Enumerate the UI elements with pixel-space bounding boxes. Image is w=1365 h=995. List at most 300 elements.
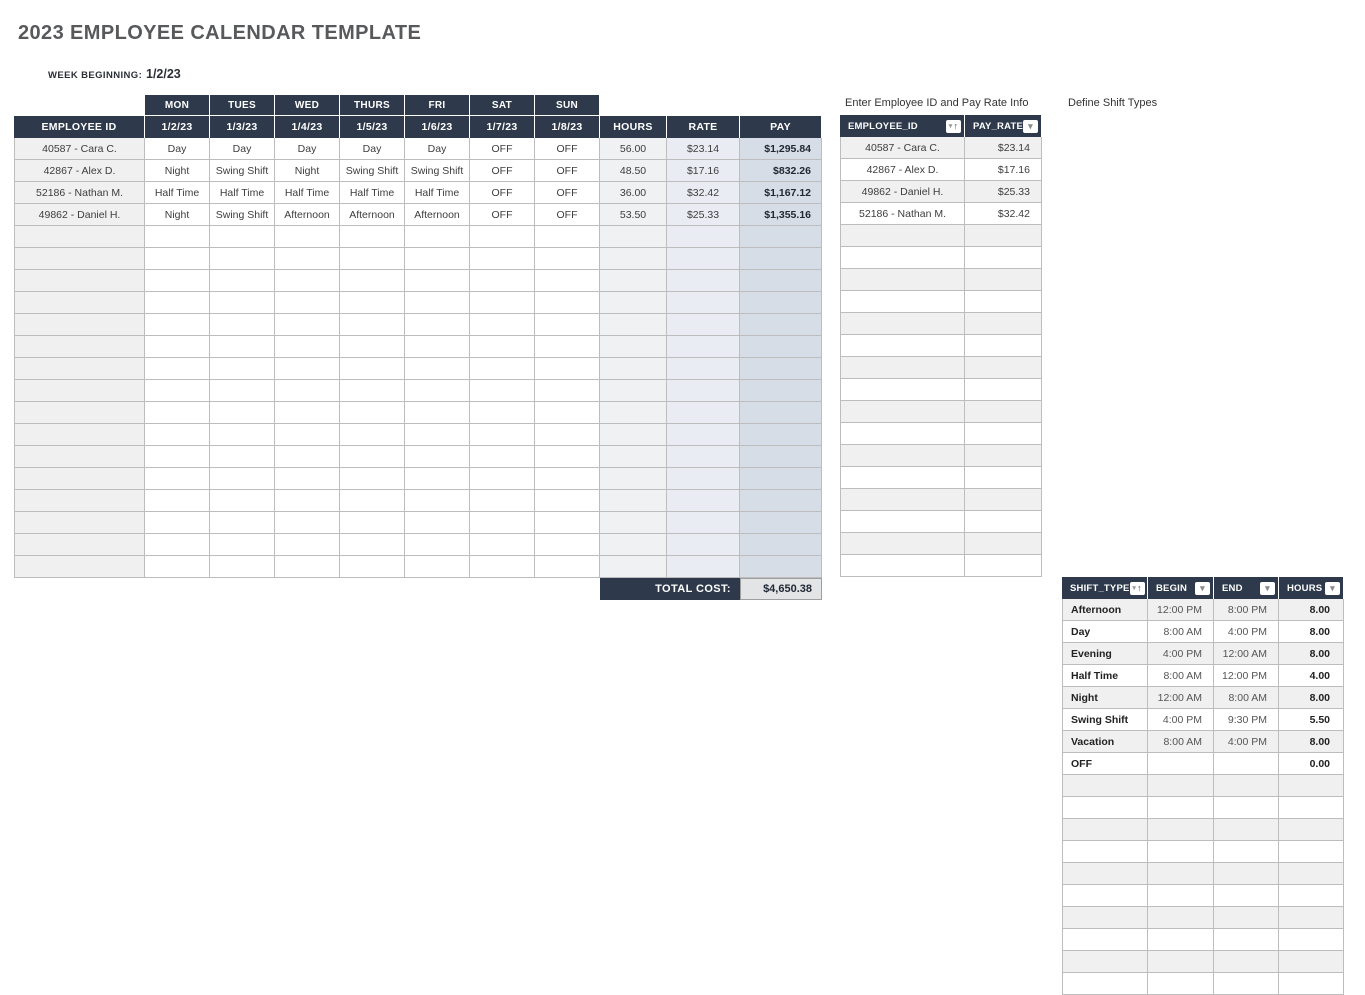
shift-cell[interactable] <box>210 468 275 490</box>
day-header-cell[interactable]: SUN <box>535 95 600 116</box>
begin-cell[interactable] <box>1148 797 1214 819</box>
shift-type-cell[interactable] <box>1062 819 1148 841</box>
day-header-cell[interactable]: THURS <box>340 95 405 116</box>
shift-cell[interactable] <box>405 556 470 578</box>
shift-cell[interactable] <box>275 248 340 270</box>
begin-cell[interactable]: 8:00 AM <box>1148 731 1214 753</box>
pay-rate-cell[interactable] <box>965 467 1042 489</box>
pay-rate-cell[interactable]: $23.14 <box>965 137 1042 159</box>
employee-id-cell[interactable]: 40587 - Cara C. <box>840 137 965 159</box>
hours-cell[interactable] <box>1279 885 1344 907</box>
shift-cell[interactable] <box>405 292 470 314</box>
pay-cell[interactable]: $832.26 <box>740 160 822 182</box>
hours-cell[interactable] <box>600 424 667 446</box>
employee-id-cell[interactable] <box>14 424 145 446</box>
pay-cell[interactable] <box>740 314 822 336</box>
total-cost-value[interactable]: $4,650.38 <box>740 578 822 600</box>
employee-id-column-header[interactable]: EMPLOYEE_ID ▾ ↑ <box>840 115 965 137</box>
employee-id-cell[interactable] <box>840 423 965 445</box>
shift-cell[interactable] <box>210 490 275 512</box>
employee-id-cell[interactable]: 42867 - Alex D. <box>840 159 965 181</box>
pay-rate-cell[interactable] <box>965 335 1042 357</box>
shift-cell[interactable] <box>470 380 535 402</box>
shift-cell[interactable] <box>145 248 210 270</box>
pay-rate-cell[interactable] <box>965 489 1042 511</box>
hours-cell[interactable]: 5.50 <box>1279 709 1344 731</box>
day-header-cell[interactable]: TUES <box>210 95 275 116</box>
shift-cell[interactable] <box>340 556 405 578</box>
shift-type-cell[interactable]: OFF <box>1062 753 1148 775</box>
hours-cell[interactable] <box>600 446 667 468</box>
shift-cell[interactable] <box>340 512 405 534</box>
shift-cell[interactable] <box>535 468 600 490</box>
end-cell[interactable] <box>1214 973 1279 995</box>
pay-rate-cell[interactable] <box>965 247 1042 269</box>
employee-id-cell[interactable] <box>840 467 965 489</box>
hours-cell[interactable]: 56.00 <box>600 138 667 160</box>
hours-cell[interactable]: 8.00 <box>1279 621 1344 643</box>
employee-id-cell[interactable] <box>840 335 965 357</box>
shift-cell[interactable] <box>275 446 340 468</box>
shift-cell[interactable] <box>535 490 600 512</box>
shift-type-cell[interactable] <box>1062 951 1148 973</box>
employee-id-cell[interactable] <box>840 533 965 555</box>
shift-cell[interactable] <box>405 358 470 380</box>
pay-cell[interactable] <box>740 468 822 490</box>
pay-rate-cell[interactable] <box>965 401 1042 423</box>
hours-cell[interactable] <box>600 314 667 336</box>
shift-cell[interactable] <box>145 358 210 380</box>
shift-cell[interactable] <box>340 336 405 358</box>
pay-cell[interactable] <box>740 490 822 512</box>
employee-id-cell[interactable] <box>14 402 145 424</box>
shift-type-cell[interactable]: Day <box>1062 621 1148 643</box>
pay-cell[interactable] <box>740 512 822 534</box>
shift-cell[interactable] <box>405 534 470 556</box>
employee-id-cell[interactable] <box>14 468 145 490</box>
date-header-cell[interactable]: 1/4/23 <box>275 116 340 138</box>
shift-cell[interactable]: Swing Shift <box>210 160 275 182</box>
pay-cell[interactable] <box>740 270 822 292</box>
shift-cell[interactable]: Night <box>145 160 210 182</box>
pay-cell[interactable]: $1,295.84 <box>740 138 822 160</box>
pay-rate-cell[interactable] <box>965 291 1042 313</box>
pay-cell[interactable]: $1,167.12 <box>740 182 822 204</box>
pay-cell[interactable] <box>740 402 822 424</box>
hours-cell[interactable] <box>600 380 667 402</box>
shift-cell[interactable] <box>405 446 470 468</box>
shift-cell[interactable] <box>340 358 405 380</box>
shift-cell[interactable] <box>340 380 405 402</box>
pay-cell[interactable] <box>740 358 822 380</box>
employee-id-cell[interactable] <box>840 401 965 423</box>
hours-cell[interactable] <box>600 270 667 292</box>
shift-cell[interactable] <box>470 336 535 358</box>
pay-rate-column-header[interactable]: PAY_RATE ▾ <box>965 115 1042 137</box>
employee-id-cell[interactable] <box>14 512 145 534</box>
employee-id-cell[interactable] <box>14 534 145 556</box>
hours-cell[interactable]: 8.00 <box>1279 687 1344 709</box>
rate-cell[interactable] <box>667 556 740 578</box>
shift-cell[interactable] <box>405 226 470 248</box>
shift-cell[interactable] <box>405 314 470 336</box>
employee-id-cell[interactable] <box>14 556 145 578</box>
employee-id-cell[interactable] <box>14 358 145 380</box>
begin-cell[interactable] <box>1148 907 1214 929</box>
hours-cell[interactable]: 0.00 <box>1279 753 1344 775</box>
shift-cell[interactable] <box>210 556 275 578</box>
hours-cell[interactable] <box>1279 841 1344 863</box>
employee-id-cell[interactable] <box>14 248 145 270</box>
hours-cell[interactable] <box>1279 797 1344 819</box>
employee-id-cell[interactable] <box>840 511 965 533</box>
shift-cell[interactable] <box>145 446 210 468</box>
rate-cell[interactable] <box>667 380 740 402</box>
shift-cell[interactable]: OFF <box>470 160 535 182</box>
begin-cell[interactable]: 8:00 AM <box>1148 665 1214 687</box>
pay-cell[interactable] <box>740 446 822 468</box>
shift-cell[interactable] <box>145 402 210 424</box>
shift-cell[interactable] <box>210 402 275 424</box>
hours-cell[interactable]: 48.50 <box>600 160 667 182</box>
shift-cell[interactable] <box>145 226 210 248</box>
shift-cell[interactable] <box>470 292 535 314</box>
employee-id-cell[interactable]: 52186 - Nathan M. <box>840 203 965 225</box>
shift-cell[interactable] <box>210 336 275 358</box>
shift-cell[interactable] <box>275 336 340 358</box>
pay-cell[interactable] <box>740 226 822 248</box>
shift-cell[interactable]: OFF <box>535 138 600 160</box>
hours-cell[interactable] <box>1279 775 1344 797</box>
hours-cell[interactable]: 36.00 <box>600 182 667 204</box>
sort-ascending-filter-icon[interactable]: ▾ ↑ <box>1130 582 1145 595</box>
day-header-cell[interactable]: SAT <box>470 95 535 116</box>
hours-cell[interactable] <box>1279 863 1344 885</box>
shift-cell[interactable]: OFF <box>535 182 600 204</box>
shift-cell[interactable] <box>470 402 535 424</box>
end-cell[interactable] <box>1214 951 1279 973</box>
date-header-cell[interactable]: 1/2/23 <box>145 116 210 138</box>
filter-dropdown-icon[interactable]: ▾ <box>1023 120 1038 133</box>
shift-cell[interactable] <box>340 226 405 248</box>
shift-cell[interactable] <box>470 512 535 534</box>
sort-ascending-filter-icon[interactable]: ▾ ↑ <box>946 120 961 133</box>
shift-cell[interactable] <box>275 226 340 248</box>
shift-cell[interactable] <box>470 556 535 578</box>
shift-type-cell[interactable] <box>1062 973 1148 995</box>
pay-rate-cell[interactable]: $32.42 <box>965 203 1042 225</box>
employee-id-cell[interactable] <box>14 380 145 402</box>
begin-cell[interactable]: 12:00 AM <box>1148 687 1214 709</box>
employee-id-cell[interactable] <box>14 336 145 358</box>
rate-cell[interactable] <box>667 468 740 490</box>
end-cell[interactable] <box>1214 819 1279 841</box>
shift-cell[interactable] <box>145 512 210 534</box>
shift-cell[interactable] <box>470 468 535 490</box>
employee-id-cell[interactable] <box>14 446 145 468</box>
shift-cell[interactable] <box>535 402 600 424</box>
pay-cell[interactable] <box>740 424 822 446</box>
shift-cell[interactable] <box>210 292 275 314</box>
pay-cell[interactable] <box>740 336 822 358</box>
shift-cell[interactable] <box>210 534 275 556</box>
shift-cell[interactable]: Night <box>145 204 210 226</box>
date-header-cell[interactable]: 1/8/23 <box>535 116 600 138</box>
begin-cell[interactable] <box>1148 775 1214 797</box>
shift-type-cell[interactable]: Swing Shift <box>1062 709 1148 731</box>
rate-cell[interactable] <box>667 402 740 424</box>
shift-cell[interactable] <box>275 314 340 336</box>
employee-id-cell[interactable] <box>840 489 965 511</box>
shift-cell[interactable] <box>340 314 405 336</box>
rate-cell[interactable] <box>667 512 740 534</box>
shift-cell[interactable] <box>145 292 210 314</box>
employee-id-cell[interactable] <box>840 445 965 467</box>
hours-cell[interactable] <box>600 556 667 578</box>
shift-cell[interactable]: Half Time <box>405 182 470 204</box>
shift-cell[interactable]: Day <box>340 138 405 160</box>
date-header-cell[interactable]: 1/3/23 <box>210 116 275 138</box>
begin-cell[interactable] <box>1148 753 1214 775</box>
pay-cell[interactable] <box>740 556 822 578</box>
shift-cell[interactable] <box>275 358 340 380</box>
shift-type-cell[interactable]: Vacation <box>1062 731 1148 753</box>
shift-cell[interactable] <box>470 270 535 292</box>
rate-cell[interactable]: $17.16 <box>667 160 740 182</box>
employee-id-header-cell[interactable]: EMPLOYEE ID <box>14 116 145 138</box>
shift-type-cell[interactable] <box>1062 775 1148 797</box>
shift-cell[interactable] <box>340 292 405 314</box>
shift-cell[interactable] <box>535 248 600 270</box>
shift-cell[interactable]: Half Time <box>210 182 275 204</box>
hours-cell[interactable] <box>600 336 667 358</box>
shift-cell[interactable] <box>210 314 275 336</box>
shift-cell[interactable] <box>535 358 600 380</box>
shift-cell[interactable]: Swing Shift <box>405 160 470 182</box>
hours-cell[interactable] <box>600 226 667 248</box>
shift-cell[interactable] <box>145 336 210 358</box>
hours-cell[interactable]: 4.00 <box>1279 665 1344 687</box>
shift-cell[interactable] <box>340 446 405 468</box>
hours-cell[interactable] <box>600 490 667 512</box>
pay-cell[interactable] <box>740 292 822 314</box>
shift-cell[interactable] <box>470 534 535 556</box>
hours-cell[interactable]: 8.00 <box>1279 643 1344 665</box>
begin-cell[interactable] <box>1148 841 1214 863</box>
shift-cell[interactable]: OFF <box>470 138 535 160</box>
end-cell[interactable]: 4:00 PM <box>1214 621 1279 643</box>
employee-id-cell[interactable] <box>840 247 965 269</box>
employee-id-cell[interactable] <box>14 314 145 336</box>
hours-cell[interactable]: 8.00 <box>1279 599 1344 621</box>
hours-cell[interactable] <box>1279 951 1344 973</box>
pay-cell[interactable] <box>740 248 822 270</box>
end-cell[interactable]: 12:00 PM <box>1214 665 1279 687</box>
pay-header-cell[interactable]: PAY <box>740 116 822 138</box>
shift-cell[interactable] <box>145 424 210 446</box>
shift-cell[interactable] <box>210 248 275 270</box>
shift-cell[interactable]: OFF <box>470 182 535 204</box>
hours-cell[interactable] <box>600 248 667 270</box>
shift-cell[interactable] <box>210 358 275 380</box>
shift-cell[interactable] <box>535 512 600 534</box>
shift-type-cell[interactable]: Evening <box>1062 643 1148 665</box>
shift-cell[interactable]: Day <box>405 138 470 160</box>
pay-rate-cell[interactable] <box>965 423 1042 445</box>
shift-cell[interactable] <box>535 556 600 578</box>
begin-cell[interactable]: 4:00 PM <box>1148 643 1214 665</box>
shift-cell[interactable] <box>275 424 340 446</box>
shift-cell[interactable] <box>210 512 275 534</box>
date-header-cell[interactable]: 1/6/23 <box>405 116 470 138</box>
shift-cell[interactable] <box>340 490 405 512</box>
employee-id-cell[interactable] <box>840 555 965 577</box>
hours-cell[interactable] <box>1279 929 1344 951</box>
shift-cell[interactable] <box>340 534 405 556</box>
hours-cell[interactable] <box>1279 973 1344 995</box>
shift-cell[interactable] <box>470 358 535 380</box>
end-cell[interactable]: 9:30 PM <box>1214 709 1279 731</box>
pay-rate-cell[interactable] <box>965 225 1042 247</box>
shift-cell[interactable] <box>210 446 275 468</box>
shift-cell[interactable]: Afternoon <box>340 204 405 226</box>
end-cell[interactable]: 8:00 PM <box>1214 599 1279 621</box>
hours-cell[interactable] <box>600 468 667 490</box>
rate-cell[interactable]: $32.42 <box>667 182 740 204</box>
shift-cell[interactable]: OFF <box>535 160 600 182</box>
shift-type-cell[interactable]: Night <box>1062 687 1148 709</box>
employee-id-cell[interactable]: 42867 - Alex D. <box>14 160 145 182</box>
rate-cell[interactable] <box>667 534 740 556</box>
employee-id-cell[interactable]: 40587 - Cara C. <box>14 138 145 160</box>
employee-id-cell[interactable] <box>840 291 965 313</box>
shift-cell[interactable] <box>275 292 340 314</box>
employee-id-cell[interactable] <box>14 292 145 314</box>
shift-cell[interactable] <box>275 468 340 490</box>
shift-cell[interactable]: Swing Shift <box>340 160 405 182</box>
shift-type-cell[interactable] <box>1062 841 1148 863</box>
begin-cell[interactable] <box>1148 951 1214 973</box>
employee-id-cell[interactable]: 49862 - Daniel H. <box>840 181 965 203</box>
shift-cell[interactable] <box>405 248 470 270</box>
shift-cell[interactable]: Half Time <box>340 182 405 204</box>
employee-id-cell[interactable] <box>14 270 145 292</box>
hours-cell[interactable] <box>600 512 667 534</box>
shift-cell[interactable]: Night <box>275 160 340 182</box>
shift-cell[interactable] <box>535 270 600 292</box>
shift-cell[interactable] <box>340 270 405 292</box>
pay-rate-cell[interactable] <box>965 269 1042 291</box>
shift-type-cell[interactable] <box>1062 929 1148 951</box>
day-header-cell[interactable]: MON <box>145 95 210 116</box>
employee-id-cell[interactable] <box>840 357 965 379</box>
end-cell[interactable] <box>1214 841 1279 863</box>
employee-id-cell[interactable]: 52186 - Nathan M. <box>14 182 145 204</box>
shift-cell[interactable] <box>470 490 535 512</box>
shift-cell[interactable] <box>275 490 340 512</box>
employee-id-cell[interactable] <box>840 313 965 335</box>
begin-cell[interactable]: 8:00 AM <box>1148 621 1214 643</box>
shift-cell[interactable] <box>535 314 600 336</box>
rate-cell[interactable] <box>667 292 740 314</box>
shift-cell[interactable] <box>405 468 470 490</box>
pay-rate-cell[interactable] <box>965 511 1042 533</box>
shift-cell[interactable] <box>470 424 535 446</box>
begin-cell[interactable]: 4:00 PM <box>1148 709 1214 731</box>
shift-type-cell[interactable] <box>1062 863 1148 885</box>
day-header-cell[interactable]: FRI <box>405 95 470 116</box>
shift-cell[interactable] <box>210 270 275 292</box>
rate-cell[interactable] <box>667 424 740 446</box>
end-cell[interactable] <box>1214 907 1279 929</box>
shift-cell[interactable] <box>340 402 405 424</box>
shift-cell[interactable] <box>405 380 470 402</box>
rate-cell[interactable] <box>667 358 740 380</box>
end-cell[interactable]: 4:00 PM <box>1214 731 1279 753</box>
shift-cell[interactable] <box>405 336 470 358</box>
shift-type-cell[interactable] <box>1062 885 1148 907</box>
shift-cell[interactable]: Day <box>275 138 340 160</box>
rate-cell[interactable] <box>667 226 740 248</box>
hours-cell[interactable] <box>600 358 667 380</box>
shift-cell[interactable] <box>535 292 600 314</box>
hours-cell[interactable]: 8.00 <box>1279 731 1344 753</box>
hours-cell[interactable]: 53.50 <box>600 204 667 226</box>
shift-cell[interactable]: OFF <box>470 204 535 226</box>
filter-dropdown-icon[interactable]: ▾ <box>1325 582 1340 595</box>
shift-cell[interactable]: Swing Shift <box>210 204 275 226</box>
shift-cell[interactable] <box>470 446 535 468</box>
employee-id-cell[interactable] <box>840 379 965 401</box>
shift-cell[interactable] <box>405 402 470 424</box>
end-cell[interactable] <box>1214 753 1279 775</box>
shift-cell[interactable] <box>340 424 405 446</box>
shift-cell[interactable] <box>535 534 600 556</box>
shift-cell[interactable] <box>275 534 340 556</box>
hours-cell[interactable] <box>1279 907 1344 929</box>
shift-cell[interactable] <box>535 424 600 446</box>
begin-cell[interactable] <box>1148 973 1214 995</box>
shift-cell[interactable]: Day <box>145 138 210 160</box>
week-beginning-value-cell[interactable]: 1/2/23 <box>146 67 181 81</box>
rate-cell[interactable] <box>667 314 740 336</box>
shift-cell[interactable] <box>145 556 210 578</box>
end-cell[interactable] <box>1214 775 1279 797</box>
rate-cell[interactable]: $25.33 <box>667 204 740 226</box>
shift-cell[interactable] <box>535 226 600 248</box>
shift-cell[interactable] <box>275 270 340 292</box>
shift-type-cell[interactable] <box>1062 797 1148 819</box>
pay-rate-cell[interactable] <box>965 379 1042 401</box>
pay-rate-cell[interactable] <box>965 555 1042 577</box>
rate-cell[interactable] <box>667 446 740 468</box>
shift-cell[interactable] <box>535 336 600 358</box>
shift-cell[interactable] <box>275 402 340 424</box>
date-header-cell[interactable]: 1/7/23 <box>470 116 535 138</box>
shift-cell[interactable] <box>275 380 340 402</box>
shift-cell[interactable]: Afternoon <box>405 204 470 226</box>
hours-column-header[interactable]: HOURS ▾ <box>1279 577 1344 599</box>
begin-cell[interactable] <box>1148 929 1214 951</box>
shift-cell[interactable]: OFF <box>535 204 600 226</box>
end-cell[interactable] <box>1214 885 1279 907</box>
begin-cell[interactable] <box>1148 885 1214 907</box>
end-cell[interactable] <box>1214 863 1279 885</box>
shift-cell[interactable] <box>405 512 470 534</box>
filter-dropdown-icon[interactable]: ▾ <box>1195 582 1210 595</box>
shift-cell[interactable] <box>145 380 210 402</box>
shift-cell[interactable] <box>145 314 210 336</box>
